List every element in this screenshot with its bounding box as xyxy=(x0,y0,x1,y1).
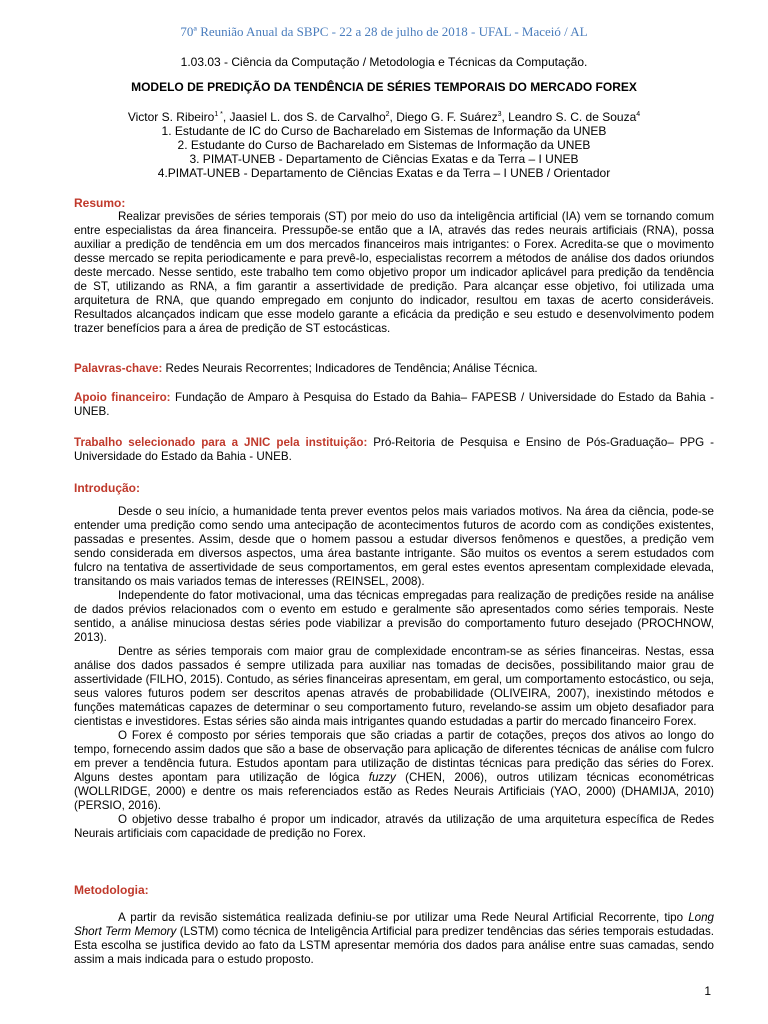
affiliation-3: 3. PIMAT-UNEB - Departamento de Ciências Exatas e da Terra – I UNEB xyxy=(189,152,579,166)
introducao-section xyxy=(74,505,714,841)
metod-p1-lstm: Long Short Term Memory xyxy=(74,911,714,938)
metodologia-section xyxy=(74,911,714,967)
paper-title: MODELO DE PREDIÇÃO DA TENDÊNCIA DE SÉRIES TEMPORAIS DO MERCADO FOREX xyxy=(131,80,637,94)
intro-paragraph-2: Independente do fator motivacional, uma das técnicas empregadas para realização de predições reside na análise de dados prévios relacionados com o evento em estudo e geralmente são apresentados como séries temporais. Neste sentido, a análise minuciosa destas séries pode viabilizar a previsão do comportamento futuro desejado (PROCHNOW, 2013). xyxy=(74,589,714,644)
intro-p4-fuzzy: fuzzy xyxy=(368,771,396,784)
author-1-sup: 1 * xyxy=(214,111,223,118)
introducao-heading: Introdução: xyxy=(74,481,140,495)
author-3: , Diego G. F. Suárez xyxy=(389,110,498,124)
page-number: 1 xyxy=(704,984,711,998)
author-4: , Leandro S. C. de Souza xyxy=(501,110,637,124)
metod-p1-part-b: (LSTM) como técnica de Inteligência Artificial para predizer tendências das séries temporais estudadas. Esta escolha se justifica devido ao fato da LSTM apresentar memória dos dados para análise entre suas camadas, sendo assim a mais indicada para o estudo proposto. xyxy=(74,925,714,966)
palavras-text: Redes Neurais Recorrentes; Indicadores de Tendência; Análise Técnica. xyxy=(162,362,538,375)
author-list xyxy=(0,108,768,124)
palavras-chave xyxy=(74,362,714,376)
affiliation-4: 4.PIMAT-UNEB - Departamento de Ciências Exatas e da Terra – I UNEB / Orientador xyxy=(157,166,611,180)
resumo-text: Realizar previsões de séries temporais (ST) por meio do uso da inteligência artificial (IA) vem se tornando comum entre especialistas da área financeira. Pressupõe-se então que a IA, através das redes neurais artificiais (RNA), possa auxiliar a predição de tendência em um dos mercados financeiros mais intrigantes: o Forex. Acredita-se que o movimento desse mercado se repita periodicamente e para prevê-lo, especialistas recorrem a métodos de análise dos dados oriundos deste mercado. Nesse sentido, este trabalho tem como objetivo propor um indicador aplicável para predição da tendência de ST, utilizando as RNA, a fim garantir a assertividade de predição. Para alcançar esse objetivo, foi utilizada uma arquitetura de RNA, que quando empregado em conjunto do indicador, resultou em taxas de acerto consideráveis. Resultados alcançados indicam que esse modelo garante a eficácia da predição e seu estudo e desenvolvimento podem trazer benefícios para a área de predição de ST estocásticas. xyxy=(74,210,714,335)
author-2-sup: 2 xyxy=(385,111,390,118)
intro-paragraph-3: Dentre as séries temporais com maior grau de complexidade encontram-se as séries financeiras. Nestas, essa análise dos dados passados é sempre utilizada para auxiliar nas tomadas de decisões, possibilitando maior grau de assertividade (FILHO, 2015). Contudo, as séries financeiras apresentam, em geral, um comportamento estocástico, ou seja, seus valores futuros podem ser descritos apenas através de probabilidade (OLIVEIRA, 2007), inexistindo métodos e funções matemáticas capazes de determinar o seu comportamento futuro, revelando-se assim um objeto desafiador para cientistas e investidores. Estas séries são ainda mais intrigantes quando estudadas a partir do mercado financeiro Forex. xyxy=(74,645,714,728)
affiliation-1: 1. Estudante de IC do Curso de Bacharelado em Sistemas de Informação da UNEB xyxy=(161,124,607,138)
author-4-sup: 4 xyxy=(636,111,641,118)
apoio-heading: Apoio financeiro: xyxy=(74,391,171,404)
author-3-sup: 3 xyxy=(497,111,502,118)
metodologia-heading: Metodologia: xyxy=(74,883,149,897)
apoio-text: Fundação de Amparo à Pesquisa do Estado da Bahia– FAPESB / Universidade do Estado da Bahia - UNEB. xyxy=(74,391,714,418)
intro-p4-part-b: (CHEN, 2006), outros utilizam técnicas econométricas (WOLLRIDGE, 2000) e dentre os mais referenciados estão as Redes Neurais Artificiais (YAO, 2000) (DHAMIJA, 2010) (PERSIO, 2016). xyxy=(74,771,714,812)
jnic-text: Pró-Reitoria de Pesquisa e Ensino de Pós-Graduação– PPG - Universidade do Estado da Bahia - UNEB. xyxy=(74,436,714,463)
apoio-financeiro xyxy=(74,391,714,419)
resumo-section xyxy=(74,210,714,336)
metod-p1-part-a: A partir da revisão sistemática realizada definiu-se por utilizar uma Rede Neural Artificial Recorrente, tipo xyxy=(118,911,689,924)
jnic-selection xyxy=(74,436,714,464)
author-2: , Jaasiel L. dos S. de Carvalho xyxy=(222,110,386,124)
jnic-heading: Trabalho selecionado para a JNIC pela instituição: xyxy=(74,436,368,449)
subject-area: 1.03.03 - Ciência da Computação / Metodologia e Técnicas da Computação. xyxy=(180,55,588,69)
author-block xyxy=(0,108,768,180)
resumo-heading: Resumo: xyxy=(74,196,126,210)
intro-paragraph-5: O objetivo desse trabalho é propor um indicador, através da utilização de uma arquitetura específica de Redes Neurais artificiais com capacidade de predição no Forex. xyxy=(74,813,714,840)
palavras-heading: Palavras-chave: xyxy=(74,362,163,375)
affiliation-2: 2. Estudante do Curso de Bacharelado em Sistemas de Informação da UNEB xyxy=(177,138,591,152)
intro-p4-part-a: O Forex é composto por séries temporais que são criadas a partir de cotações, preços dos ativos ao longo do tempo, fornecendo assim dados que são a base de observação para aplicação de diferentes técnicas de análise com fulcro em prever a tendência futura. Estudos apontam para utilização de distintas técnicas para predição das séries do Forex. Alguns destes apontam para utilização de lógica xyxy=(74,729,714,784)
metodologia-paragraph-1 xyxy=(74,911,714,967)
author-1: Victor S. Ribeiro xyxy=(127,110,215,124)
intro-paragraph-1: Desde o seu início, a humanidade tenta prever eventos pelos mais variados motivos. Na área da ciência, pode-se entender uma predição como sendo uma antecipação de acontecimentos futuros de acordo com as condições existentes, passadas e presentes. Assim, desde que o homem passou a estudar diversos fenômenos e questões, a predição vem sendo considerada em diversos aspectos, uma área bastante intrigante. São muitos os eventos a serem estudados com fulcro na tentativa de assertividade de seus comportamentos, em geral estes eventos apresentam complexidade elevada, transitando os mais variados temas de interesses (REINSEL, 2008). xyxy=(74,505,714,588)
conference-header: 70ª Reunião Anual da SBPC - 22 a 28 de julho de 2018 - UFAL - Maceió / AL xyxy=(180,24,588,39)
intro-paragraph-4 xyxy=(74,729,714,813)
